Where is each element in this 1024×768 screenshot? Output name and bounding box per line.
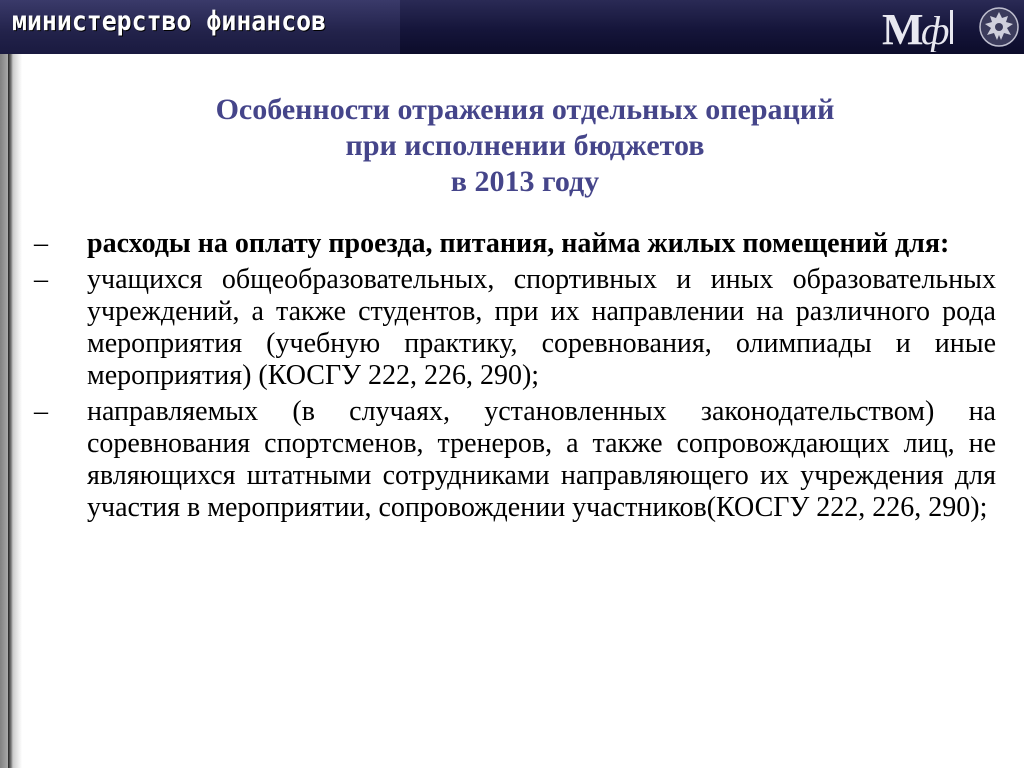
list-item-text: расходы на оплату проезда, питания, найма жилых помещений для: (87, 228, 950, 259)
dash-bullet: – (34, 264, 48, 295)
title-line: Особенности отражения отдельных операций (215, 93, 835, 126)
dash-bullet: – (34, 396, 48, 427)
list-item (34, 228, 996, 260)
ministry-logo (880, 2, 972, 52)
svg-text:ф: ф (921, 8, 950, 52)
title-line: при исполнении бюджетов (345, 129, 705, 162)
svg-text:М: М (882, 5, 924, 52)
slide-title (60, 92, 990, 200)
left-edge-line (8, 54, 13, 768)
list-item-text: направляемых (в случаях, установленных законодательством) на соревнования спортсменов, тренеров, а также сопровождающих лиц, не являющихся штатными сотрудниками направляющего их учреждения для участия в мероприятии, сопровождении участников(КОСГУ 222, 226, 290); (87, 396, 996, 523)
list-item (34, 396, 996, 524)
header-bar (0, 0, 1024, 54)
title-line: в 2013 году (450, 165, 600, 198)
list-item-text: учащихся общеобразовательных, спортивных и иных образовательных учреждений, а также студентов, при их направлении на различного рода мероприятия (учебную практику, соревнования, олимпиады и иные мероприятия) (КОСГУ 222, 226, 290); (87, 264, 996, 391)
eagle-emblem-icon (978, 4, 1020, 50)
dash-bullet: – (34, 228, 48, 259)
bullet-list (34, 228, 996, 528)
list-item (34, 264, 996, 392)
ministry-name: министерство финансов (12, 6, 327, 37)
